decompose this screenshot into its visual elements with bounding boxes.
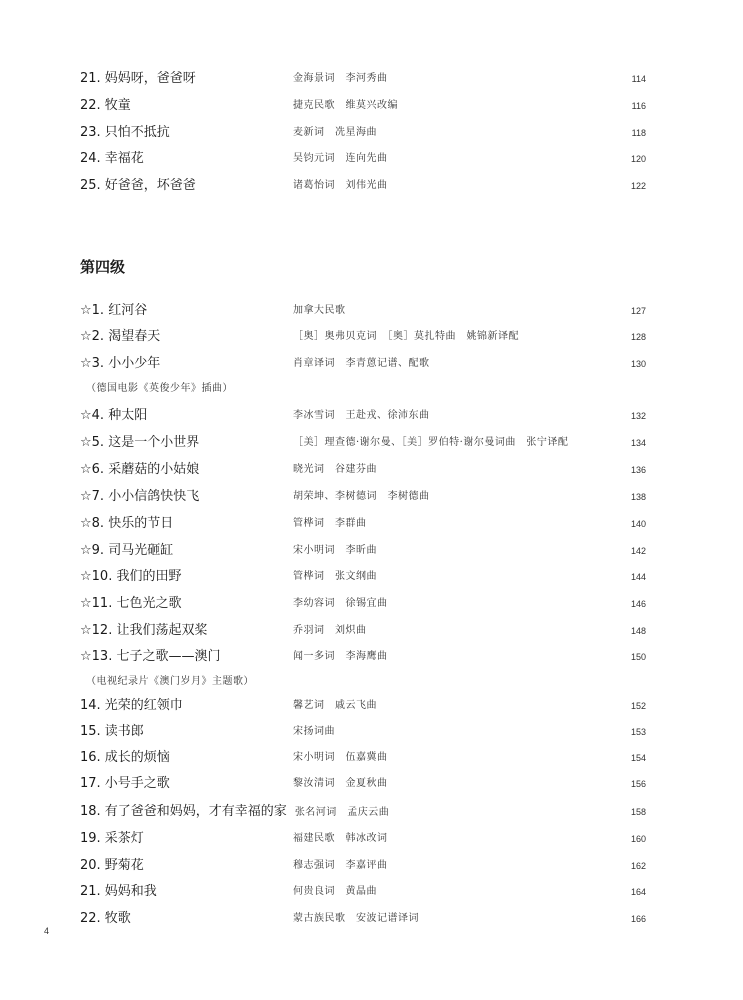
page-ref: 136 xyxy=(630,465,646,475)
page-ref: 140 xyxy=(630,519,646,529)
song-title: 14. 光荣的红领巾 xyxy=(80,698,183,713)
page-ref: 148 xyxy=(630,626,646,636)
song-credit: 晓光词 谷建芬曲 xyxy=(293,464,377,475)
page-ref: 150 xyxy=(630,652,646,662)
song-title: 22. 牧歌 xyxy=(80,911,131,926)
song-credit: 加拿大民歌 xyxy=(293,305,346,316)
page-ref: 158 xyxy=(630,807,646,817)
page-ref: 160 xyxy=(630,834,646,844)
song-title: 15. 读书郎 xyxy=(80,724,144,739)
level-heading: 第四级 xyxy=(80,258,126,276)
toc-row xyxy=(80,326,646,348)
toc-row xyxy=(80,486,646,508)
page-ref: 120 xyxy=(630,154,646,164)
song-title: ☆11. 七色光之歌 xyxy=(80,596,182,611)
song-credit: 穆志强词 李嘉评曲 xyxy=(293,860,388,871)
toc-row xyxy=(80,620,646,642)
page-ref: 122 xyxy=(630,181,646,191)
song-title: 20. 野菊花 xyxy=(80,858,144,873)
page-ref: 146 xyxy=(630,599,646,609)
song-title-text: 18. 有了爸爸和妈妈，才有幸福的家 xyxy=(80,804,287,819)
toc-row xyxy=(80,122,646,144)
song-title: 21. 妈妈和我 xyxy=(80,884,157,899)
song-credit: 肖章译词 李青蒽记谱、配歌 xyxy=(293,358,430,369)
song-credit: 闻一多词 李海鹰曲 xyxy=(293,651,388,662)
toc-row xyxy=(80,148,646,170)
song-title: ☆2. 渴望春天 xyxy=(80,329,161,344)
song-credit: 黎汝清词 金夏秋曲 xyxy=(293,778,388,789)
page-ref: 134 xyxy=(630,438,646,448)
toc-row xyxy=(80,300,646,322)
page-ref: 130 xyxy=(630,359,646,369)
toc-row xyxy=(80,801,646,823)
toc-row xyxy=(80,353,646,375)
song-credit: 宋小明词 伍嘉冀曲 xyxy=(293,752,388,763)
song-note: （德国电影《英俊少年》插曲） xyxy=(86,383,233,394)
song-credit: 管桦词 李群曲 xyxy=(293,518,367,529)
toc-row xyxy=(80,175,646,197)
page-ref: 162 xyxy=(630,861,646,871)
toc-row xyxy=(80,593,646,615)
toc-row xyxy=(80,695,646,717)
song-title: ☆1. 红河谷 xyxy=(80,303,148,318)
page-ref: 132 xyxy=(630,411,646,421)
toc-row xyxy=(80,881,646,903)
song-title: ☆13. 七子之歌——澳门 xyxy=(80,649,221,664)
song-title: ☆3. 小小少年 xyxy=(80,356,161,371)
toc-row xyxy=(80,459,646,481)
song-credit: 胡荣坤、李树德词 李树德曲 xyxy=(293,491,430,502)
song-credit: 吴钧元词 连向先曲 xyxy=(293,153,388,164)
song-title: 22. 牧童 xyxy=(80,98,131,113)
page-ref: 118 xyxy=(631,128,646,138)
page-ref: 166 xyxy=(630,914,646,924)
toc-row xyxy=(80,855,646,877)
song-title: 19. 采茶灯 xyxy=(80,831,144,846)
toc-row xyxy=(80,908,646,930)
page-ref: 153 xyxy=(630,727,646,737)
page-number: 4 xyxy=(44,926,50,936)
song-credit: 李幼容词 徐锡宜曲 xyxy=(293,598,388,609)
song-credit: 李冰雪词 王赴戎、徐沛东曲 xyxy=(293,410,430,421)
song-title: 25. 好爸爸，坏爸爸 xyxy=(80,178,196,193)
song-note: （电视纪录片《澳门岁月》主题歌） xyxy=(86,676,254,687)
page-ref: 154 xyxy=(630,753,646,763)
song-credit: 宋扬词曲 xyxy=(293,726,335,737)
song-title: ☆9. 司马光砸缸 xyxy=(80,543,174,558)
song-title: ☆7. 小小信鸽快快飞 xyxy=(80,489,200,504)
page-ref: 144 xyxy=(630,572,646,582)
toc-row xyxy=(80,566,646,588)
song-credit: 张名河词 孟庆云曲 xyxy=(294,807,390,818)
toc-row xyxy=(80,405,646,427)
song-title: ☆8. 快乐的节日 xyxy=(80,516,174,531)
page-ref: 114 xyxy=(631,74,646,84)
toc-row xyxy=(80,95,646,117)
page-ref: 152 xyxy=(630,701,646,711)
song-credit: 管桦词 张文纲曲 xyxy=(293,571,377,582)
song-credit: ［奥］奥弗贝克词 ［奥］莫扎特曲 姚锦新译配 xyxy=(293,331,519,342)
toc-row xyxy=(80,747,646,769)
song-credit: 馨艺词 戚云飞曲 xyxy=(293,700,377,711)
song-title: 24. 幸福花 xyxy=(80,151,144,166)
song-credit: 何贵良词 黄晶曲 xyxy=(293,886,377,897)
song-title xyxy=(80,801,389,824)
page-ref: 142 xyxy=(630,546,646,556)
song-title: ☆4. 种太阳 xyxy=(80,408,148,423)
song-title: 21. 妈妈呀，爸爸呀 xyxy=(80,71,196,86)
song-credit: 麦新词 冼星海曲 xyxy=(293,127,377,138)
page-ref: 156 xyxy=(630,779,646,789)
song-credit: 诸葛怡词 刘伟光曲 xyxy=(293,180,388,191)
song-credit: ［美］理查德·谢尔曼、［美］罗伯特·谢尔曼词曲 张宁译配 xyxy=(293,437,569,448)
song-title: ☆12. 让我们荡起双桨 xyxy=(80,623,208,638)
song-title: ☆5. 这是一个小世界 xyxy=(80,435,200,450)
toc-row xyxy=(80,721,646,743)
song-credit: 福建民歌 韩冰改词 xyxy=(293,833,388,844)
toc-row xyxy=(80,513,646,535)
song-credit: 捷克民歌 维莫兴改编 xyxy=(293,100,398,111)
toc-row xyxy=(80,68,646,90)
page-ref: 116 xyxy=(631,101,646,111)
song-credit: 乔羽词 刘炽曲 xyxy=(293,625,367,636)
song-credit: 蒙古族民歌 安波记谱译词 xyxy=(293,913,419,924)
toc-row xyxy=(80,773,646,795)
page-ref: 127 xyxy=(630,306,646,316)
page-ref: 138 xyxy=(630,492,646,502)
page-ref: 128 xyxy=(630,332,646,342)
toc-row xyxy=(80,540,646,562)
song-title: 23. 只怕不抵抗 xyxy=(80,125,170,140)
toc-row xyxy=(80,828,646,850)
song-credit: 金海景词 李河秀曲 xyxy=(293,73,388,84)
song-title: 16. 成长的烦恼 xyxy=(80,750,170,765)
song-credit: 宋小明词 李昕曲 xyxy=(293,545,377,556)
toc-row xyxy=(80,432,646,454)
song-title: ☆6. 采蘑菇的小姑娘 xyxy=(80,462,200,477)
song-title: ☆10. 我们的田野 xyxy=(80,569,182,584)
toc-row xyxy=(80,646,646,668)
song-title: 17. 小号手之歌 xyxy=(80,776,170,791)
page-ref: 164 xyxy=(630,887,646,897)
